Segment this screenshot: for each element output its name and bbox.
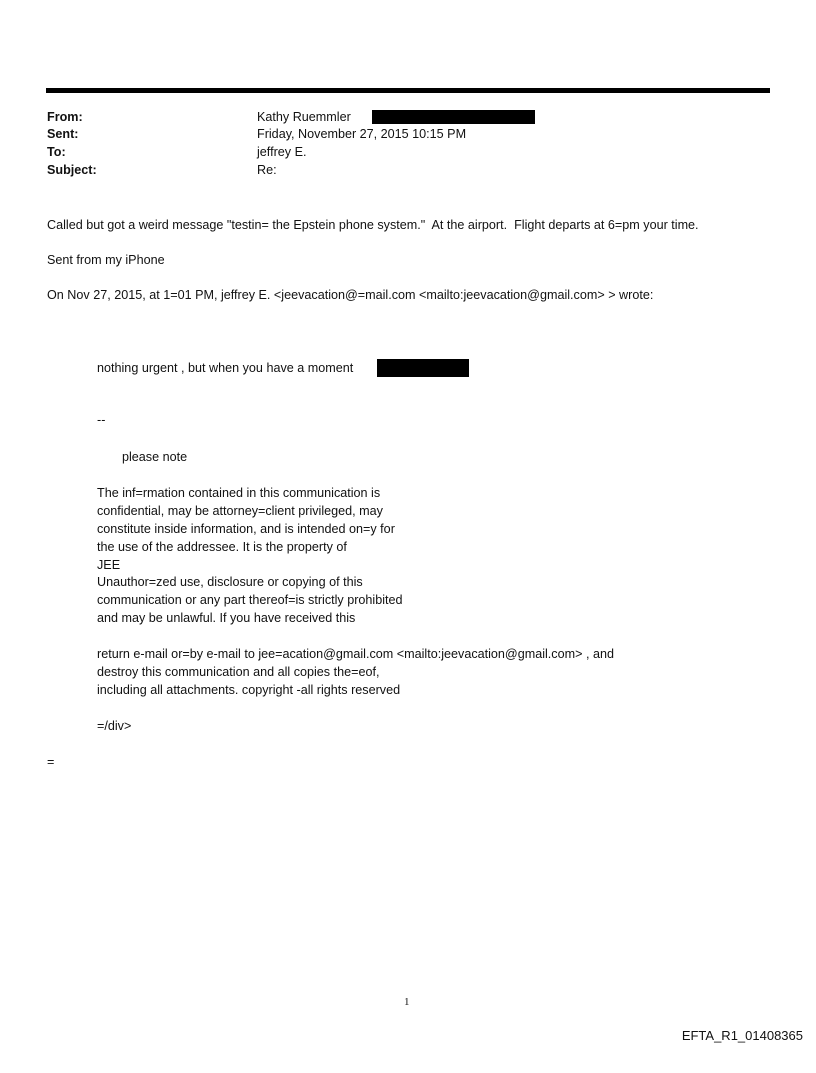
disclaimer-line: and may be unlawful. If you have received this (97, 611, 356, 626)
div-close-text: =/div> (97, 719, 132, 733)
disclaimer-block (97, 485, 403, 628)
body-line: Called but got a weird message "testin= the Epstein phone system." At the airport. Flight departs at 6=pm your time. (47, 218, 699, 232)
disclaimer-line: Unauthor=zed use, disclosure or copying of this (97, 575, 363, 590)
disclaimer-line: destroy this communication and all copies the=eof, (97, 664, 380, 679)
from-value: Kathy Ruemmler (257, 110, 351, 124)
disclaimer-line: return e-mail or=by e-mail to jee=acation@gmail.com <mailto:jeevacation@gmail.com> , and (97, 647, 614, 661)
subject-label: Subject: (47, 163, 97, 177)
to-value: jeffrey E. (257, 145, 307, 159)
disclaimer-line: communication or any part thereof=is strictly prohibited (97, 593, 403, 608)
disclaimer-line: JEE (97, 557, 121, 572)
disclaimer-line: The inf=rmation contained in this communication is (97, 486, 381, 500)
header-rule (46, 88, 770, 93)
sent-label: Sent: (47, 127, 79, 141)
disclaimer-line: constitute inside information, and is intended on=y for (97, 521, 395, 536)
trailing-equals: = (47, 755, 55, 769)
page-number: 1 (404, 996, 410, 1008)
disclaimer-line: the use of the addressee. It is the property of (97, 539, 347, 554)
to-label: To: (47, 145, 66, 159)
from-label: From: (47, 110, 83, 124)
redaction-box (377, 359, 469, 377)
disclaimer-line: confidential, may be attorney=client privileged, may (97, 503, 383, 518)
disclaimer-line: including all attachments. copyright -all rights reserved (97, 682, 401, 697)
sent-value: Friday, November 27, 2015 10:15 PM (257, 127, 467, 141)
disclaimer-block-2 (97, 646, 614, 700)
signature: Sent from my iPhone (47, 253, 165, 267)
quoted-message: nothing urgent , but when you have a moment (97, 361, 354, 375)
bates-id: EFTA_R1_01408365 (681, 1028, 803, 1043)
please-note: please note (122, 450, 188, 464)
quote-intro: On Nov 27, 2015, at 1=01 PM, jeffrey E. <jeevacation@=mail.com <mailto:jeevacation@gmail.com> > wrote: (47, 288, 654, 302)
signature-dashes: -- (97, 413, 106, 427)
redaction-box (372, 110, 535, 124)
subject-value: Re: (257, 163, 277, 177)
